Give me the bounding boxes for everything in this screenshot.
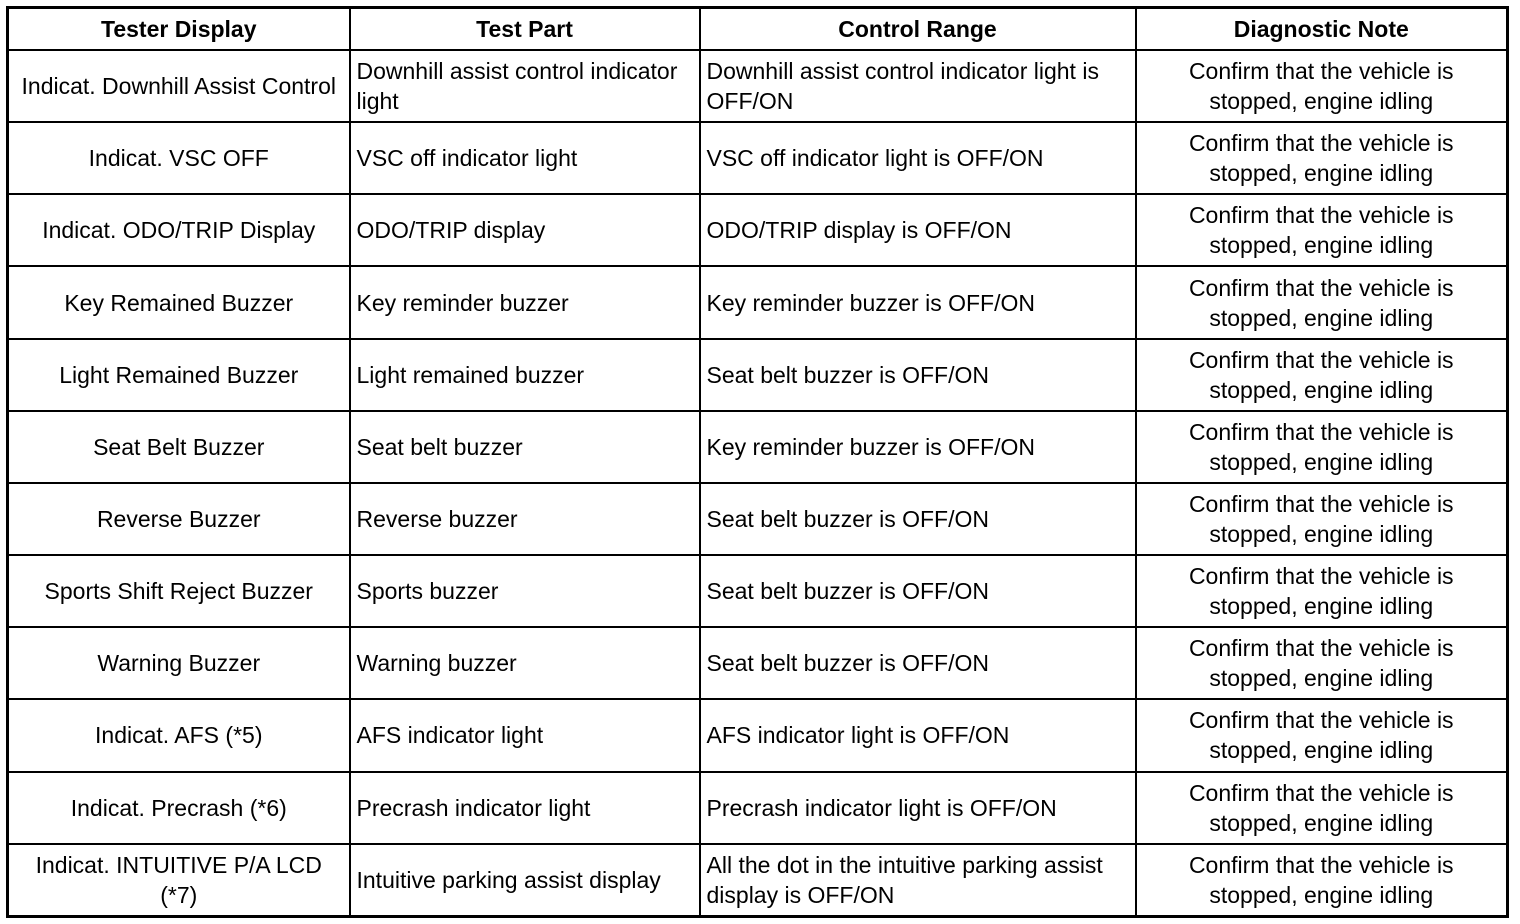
cell-control-range: Key reminder buzzer is OFF/ON — [700, 266, 1136, 338]
cell-control-range: ODO/TRIP display is OFF/ON — [700, 194, 1136, 266]
table-row — [8, 50, 1508, 122]
table-row — [8, 194, 1508, 266]
active-test-table — [6, 6, 1509, 918]
header-control-range: Control Range — [700, 8, 1136, 51]
cell-control-range: Seat belt buzzer is OFF/ON — [700, 555, 1136, 627]
cell-diagnostic-note: Confirm that the vehicle is stopped, engine idling — [1136, 411, 1508, 483]
cell-tester-display: Indicat. ODO/TRIP Display — [8, 194, 350, 266]
cell-test-part: VSC off indicator light — [350, 122, 700, 194]
table-body — [8, 50, 1508, 917]
cell-tester-display: Indicat. INTUITIVE P/A LCD (*7) — [8, 844, 350, 917]
cell-test-part: Seat belt buzzer — [350, 411, 700, 483]
cell-control-range: Seat belt buzzer is OFF/ON — [700, 627, 1136, 699]
cell-tester-display: Key Remained Buzzer — [8, 266, 350, 338]
table-row — [8, 844, 1508, 917]
table-row — [8, 339, 1508, 411]
cell-diagnostic-note: Confirm that the vehicle is stopped, engine idling — [1136, 266, 1508, 338]
cell-control-range: Precrash indicator light is OFF/ON — [700, 772, 1136, 844]
table-row — [8, 699, 1508, 771]
cell-tester-display: Reverse Buzzer — [8, 483, 350, 555]
cell-tester-display: Indicat. Precrash (*6) — [8, 772, 350, 844]
cell-diagnostic-note: Confirm that the vehicle is stopped, engine idling — [1136, 772, 1508, 844]
cell-diagnostic-note: Confirm that the vehicle is stopped, engine idling — [1136, 339, 1508, 411]
cell-tester-display: Indicat. VSC OFF — [8, 122, 350, 194]
cell-diagnostic-note: Confirm that the vehicle is stopped, engine idling — [1136, 483, 1508, 555]
cell-diagnostic-note: Confirm that the vehicle is stopped, engine idling — [1136, 194, 1508, 266]
cell-tester-display: Seat Belt Buzzer — [8, 411, 350, 483]
cell-diagnostic-note: Confirm that the vehicle is stopped, engine idling — [1136, 555, 1508, 627]
table-row — [8, 555, 1508, 627]
table-row — [8, 627, 1508, 699]
cell-test-part: Reverse buzzer — [350, 483, 700, 555]
cell-test-part: Light remained buzzer — [350, 339, 700, 411]
cell-diagnostic-note: Confirm that the vehicle is stopped, engine idling — [1136, 699, 1508, 771]
header-diagnostic-note: Diagnostic Note — [1136, 8, 1508, 51]
cell-control-range: Key reminder buzzer is OFF/ON — [700, 411, 1136, 483]
header-row — [8, 8, 1508, 51]
cell-diagnostic-note: Confirm that the vehicle is stopped, engine idling — [1136, 844, 1508, 917]
header-test-part: Test Part — [350, 8, 700, 51]
cell-control-range: Downhill assist control indicator light is OFF/ON — [700, 50, 1136, 122]
table-row — [8, 483, 1508, 555]
cell-test-part: Key reminder buzzer — [350, 266, 700, 338]
cell-diagnostic-note: Confirm that the vehicle is stopped, engine idling — [1136, 627, 1508, 699]
table-row — [8, 266, 1508, 338]
header-tester-display: Tester Display — [8, 8, 350, 51]
table-row — [8, 122, 1508, 194]
cell-test-part: Warning buzzer — [350, 627, 700, 699]
cell-diagnostic-note: Confirm that the vehicle is stopped, engine idling — [1136, 50, 1508, 122]
cell-test-part: AFS indicator light — [350, 699, 700, 771]
cell-control-range: AFS indicator light is OFF/ON — [700, 699, 1136, 771]
table-row — [8, 772, 1508, 844]
cell-tester-display: Indicat. Downhill Assist Control — [8, 50, 350, 122]
cell-tester-display: Indicat. AFS (*5) — [8, 699, 350, 771]
cell-control-range: All the dot in the intuitive parking assist display is OFF/ON — [700, 844, 1136, 917]
cell-control-range: Seat belt buzzer is OFF/ON — [700, 339, 1136, 411]
cell-tester-display: Sports Shift Reject Buzzer — [8, 555, 350, 627]
cell-tester-display: Light Remained Buzzer — [8, 339, 350, 411]
cell-diagnostic-note: Confirm that the vehicle is stopped, engine idling — [1136, 122, 1508, 194]
cell-test-part: Precrash indicator light — [350, 772, 700, 844]
cell-test-part: Downhill assist control indicator light — [350, 50, 700, 122]
table-row — [8, 411, 1508, 483]
cell-test-part: Intuitive parking assist display — [350, 844, 700, 917]
cell-control-range: Seat belt buzzer is OFF/ON — [700, 483, 1136, 555]
cell-control-range: VSC off indicator light is OFF/ON — [700, 122, 1136, 194]
cell-tester-display: Warning Buzzer — [8, 627, 350, 699]
cell-test-part: Sports buzzer — [350, 555, 700, 627]
cell-test-part: ODO/TRIP display — [350, 194, 700, 266]
